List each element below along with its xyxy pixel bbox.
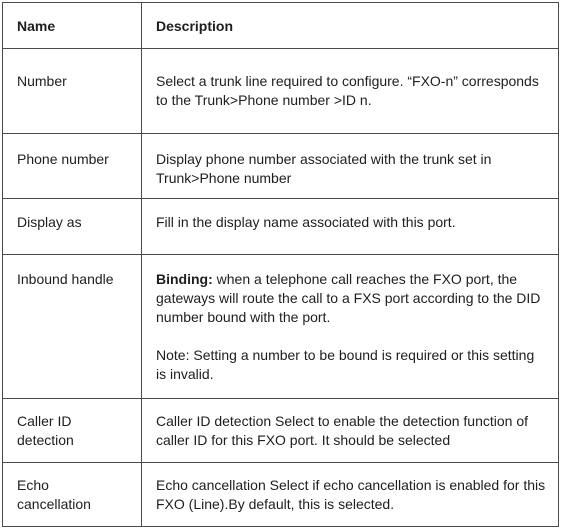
name-cell [3, 463, 142, 527]
note-paragraph: Note: Setting a number to be bound is required or this setting is invalid. [156, 347, 535, 382]
row-name: Phone number [17, 151, 109, 167]
row-name: Caller ID detection [17, 413, 74, 448]
row-description: Echo cancellation Select if echo cancellation is enabled for this FXO (Line).By default, this is selected. [156, 477, 546, 512]
row-name: Inbound handle [17, 271, 114, 287]
table-row [3, 399, 559, 463]
header-description-cell [142, 3, 559, 49]
description-cell [142, 49, 559, 134]
row-description: Caller ID detection Select to enable the detection function of caller ID for this FXO port. It should be selected [156, 413, 529, 448]
row-description: Display phone number associated with the trunk set in Trunk>Phone number [156, 151, 492, 186]
row-description: Select a trunk line required to configure. “FXO-n” corresponds to the Trunk>Phone number >ID n. [156, 73, 539, 108]
binding-term: Binding: [156, 271, 213, 287]
table-row [3, 134, 559, 199]
name-cell [3, 255, 142, 399]
row-name: Display as [17, 214, 82, 230]
table-row [3, 199, 559, 255]
header-name-label: Name [17, 18, 56, 34]
name-cell [3, 49, 142, 134]
row-description-block [142, 255, 558, 384]
table-row [3, 49, 559, 134]
header-description-label: Description [156, 18, 234, 34]
description-cell [142, 255, 559, 399]
table-row [3, 463, 559, 527]
paragraph-spacer [156, 327, 546, 346]
header-name-cell [3, 3, 142, 49]
row-name: Number [17, 73, 67, 89]
name-cell [3, 199, 142, 255]
table-header-row [3, 3, 559, 49]
description-cell [142, 199, 559, 255]
row-name: Echo cancellation [17, 477, 91, 512]
name-cell [3, 134, 142, 199]
description-cell [142, 463, 559, 527]
description-cell [142, 134, 559, 199]
description-cell [142, 399, 559, 463]
name-cell [3, 399, 142, 463]
parameter-table [2, 2, 559, 527]
binding-description: when a telephone call reaches the FXO port, the gateways will route the call to a FXS port according to the DID number bound with the port. [156, 271, 541, 325]
row-description: Fill in the display name associated with this port. [156, 214, 456, 230]
table-row [3, 255, 559, 399]
binding-paragraph [156, 270, 546, 327]
